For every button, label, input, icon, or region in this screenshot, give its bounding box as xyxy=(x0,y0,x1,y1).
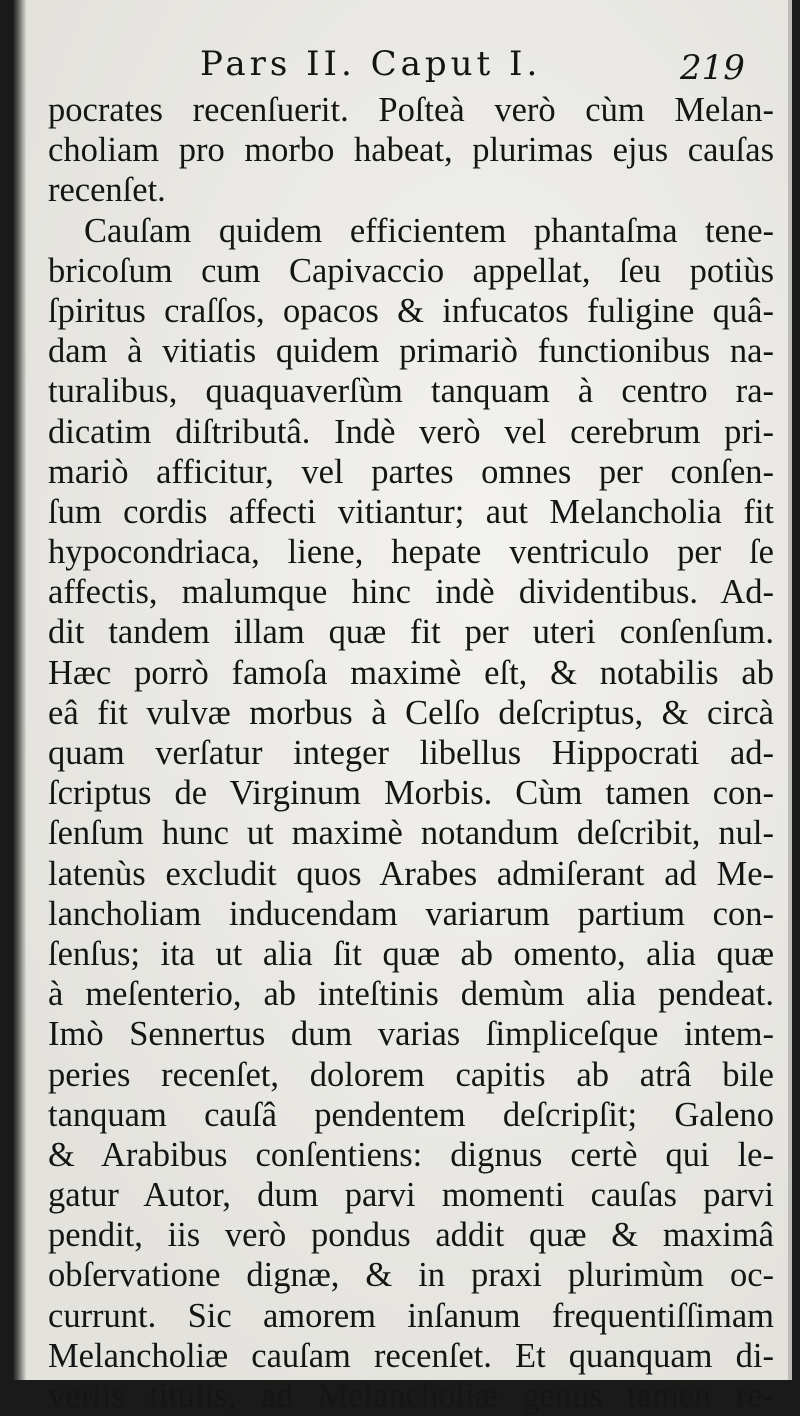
text-line: choliam pro morbo habeat, plurimas ejus cauſas xyxy=(48,131,774,170)
page-binding-shadow xyxy=(12,0,26,1380)
text-line: affectis, malumque hinc indè dividentibus. Ad- xyxy=(48,573,774,612)
text-line: dit tandem illam quæ fit per uteri conſenſum. xyxy=(48,613,774,652)
text-line: bricoſum cum Capivaccio appellat, ſeu potiùs xyxy=(48,251,774,290)
text-line: hypocondriaca, liene, hepate ventriculo per ſe xyxy=(48,533,774,572)
page-number: 219 xyxy=(680,48,745,88)
text-line: recenſet. xyxy=(48,171,166,210)
page-edge xyxy=(788,0,792,1380)
text-line: pendit, iis verò pondus addit quæ & maximâ xyxy=(48,1216,774,1255)
text-line: Cauſam quidem efficientem phantaſma tene- xyxy=(84,211,774,250)
text-line: eâ fit vulvæ morbus à Celſo deſcriptus, & circà xyxy=(48,693,774,732)
text-line: gatur Autor, dum parvi momenti cauſas parvi xyxy=(48,1176,774,1215)
text-line: à meſenterio, ab inteſtinis demùm alia pendeat. xyxy=(48,975,774,1014)
text-line: Hæc porrò famoſa maximè eſt, & notabilis ab xyxy=(48,653,774,692)
text-line: ſpiritus craſſos, opacos & infucatos fuligine quâ- xyxy=(48,291,774,330)
text-line: lancholiam inducendam variarum partium con- xyxy=(48,894,774,933)
text-line: ſum cordis affecti vitiantur; aut Melancholia fit xyxy=(48,492,774,531)
book-page xyxy=(12,0,792,1415)
text-line: ſenſus; ita ut alia ſit quæ ab omento, alia quæ xyxy=(48,934,774,973)
text-line: currunt. Sic amorem inſanum frequentiſſimam xyxy=(48,1296,774,1335)
running-header xyxy=(12,44,792,94)
text-line: ſcriptus de Virginum Morbis. Cùm tamen con- xyxy=(48,774,774,813)
text-line: turalibus, quaquaverſùm tanquam à centro ra- xyxy=(48,372,774,411)
text-line: Melancholiæ cauſam recenſet. Et quanquam di- xyxy=(48,1336,774,1375)
text-line: peries recenſet, dolorem capitis ab atrâ bile xyxy=(48,1055,774,1094)
body-text xyxy=(48,90,774,1416)
text-line: verſis titulis, ad Melancholiæ genus tamen re- xyxy=(48,1377,774,1415)
text-line: obſervatione dignæ, & in praxi plurimùm oc- xyxy=(48,1256,774,1295)
text-line: dicatim diſtributâ. Indè verò vel cerebrum pri- xyxy=(48,412,774,451)
text-line: ſenſum hunc ut maximè notandum deſcribit, nul- xyxy=(48,814,774,853)
text-line: mariò afficitur, vel partes omnes per conſen- xyxy=(48,452,774,491)
running-title: Pars II. Caput I. xyxy=(200,44,542,84)
text-line: quam verſatur integer libellus Hippocrati ad- xyxy=(48,734,774,772)
text-line: dam à vitiatis quidem primariò functionibus na- xyxy=(48,332,774,371)
text-line: pocrates recenſuerit. Poſteà verò cùm Melan- xyxy=(48,91,774,129)
text-line: & Arabibus conſentiens: dignus certè qui le- xyxy=(48,1135,774,1174)
text-line: tanquam cauſâ pendentem deſcripſit; Galeno xyxy=(48,1095,774,1134)
text-line: latenùs excludit quos Arabes admiſerant ad Me- xyxy=(48,854,774,893)
text-line: Imò Sennertus dum varias ſimpliceſque intem- xyxy=(48,1015,774,1054)
